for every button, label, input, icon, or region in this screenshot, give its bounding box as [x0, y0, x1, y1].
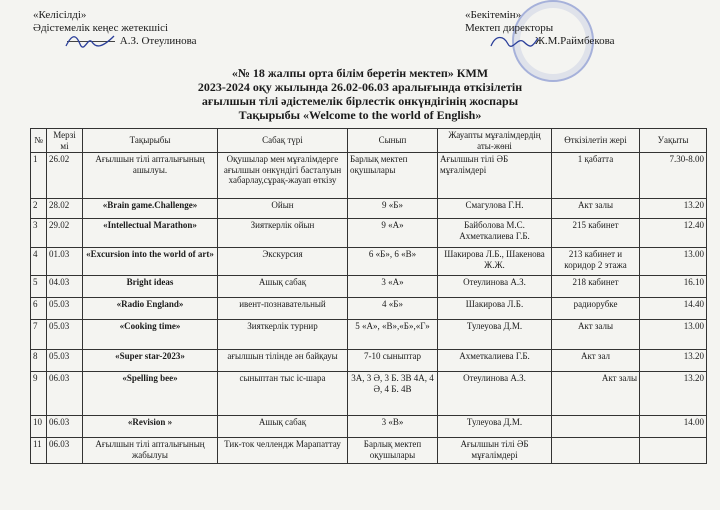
cell-date: 29.02	[47, 219, 83, 248]
cell-teacher: Ағылшын тілі ӘБ мұғалімдері	[438, 153, 552, 199]
cell-teacher: Тулеуова Д.М.	[438, 320, 552, 350]
table-header-row	[31, 129, 707, 153]
cell-place: радиорубке	[552, 298, 640, 320]
table-row	[31, 276, 707, 298]
approval-left-signer: А.З. Отеулинова	[119, 35, 197, 47]
header-place: Өткізілетін жері	[552, 129, 640, 153]
table-row	[31, 320, 707, 350]
header-type: Сабақ түрі	[218, 129, 348, 153]
cell-place	[552, 438, 640, 464]
header-class: Сынып	[348, 129, 438, 153]
table-row	[31, 219, 707, 248]
cell-time: 13.00	[640, 248, 707, 276]
approval-right-signer: Ж.М.Раймбекова	[535, 35, 615, 47]
cell-place: 218 кабинет	[552, 276, 640, 298]
cell-number: 3	[31, 219, 47, 248]
cell-place: Акт залы	[552, 320, 640, 350]
cell-type: ағылшын тілінде ән байқауы	[218, 350, 348, 372]
cell-place: Акт зал	[552, 350, 640, 372]
cell-type: Тик-ток челлендж Марапаттау	[218, 438, 348, 464]
header-topic: Тақырыбы	[83, 129, 218, 153]
cell-time: 16.10	[640, 276, 707, 298]
cell-topic: Bright ideas	[83, 276, 218, 298]
table-row	[31, 153, 707, 199]
approval-left-line2: Әдістемелік кеңес жетекшісі	[33, 22, 169, 34]
cell-type: Экскурсия	[218, 248, 348, 276]
cell-type: сыныптан тыс іс-шара	[218, 372, 348, 416]
cell-teacher: Отеулинова А.З.	[438, 276, 552, 298]
cell-class: 4 «Б»	[348, 298, 438, 320]
cell-type: Ашық сабақ	[218, 416, 348, 438]
cell-topic: «Cooking time»	[83, 320, 218, 350]
cell-time: 12.40	[640, 219, 707, 248]
cell-number: 4	[31, 248, 47, 276]
cell-date: 06.03	[47, 372, 83, 416]
table-row	[31, 372, 707, 416]
cell-teacher: Ағылшын тілі ӘБ мұғалімдері	[438, 438, 552, 464]
cell-time: 13.00	[640, 320, 707, 350]
plan-table	[30, 128, 707, 464]
cell-number: 7	[31, 320, 47, 350]
cell-topic: «Intellectual Marathon»	[83, 219, 218, 248]
cell-class: 3А, 3 Ә, 3 Б. 3В 4А, 4 Ә, 4 Б. 4В	[348, 372, 438, 416]
header-date: Мерзі мі	[47, 129, 83, 153]
cell-type: Зияткерлік ойын	[218, 219, 348, 248]
cell-class: 9 «Б»	[348, 199, 438, 219]
table-row	[31, 298, 707, 320]
cell-date: 06.03	[47, 438, 83, 464]
cell-place: Акт залы	[552, 199, 640, 219]
cell-time: 13.20	[640, 372, 707, 416]
cell-type: Зияткерлік турнир	[218, 320, 348, 350]
left-signature-icon	[62, 30, 118, 52]
cell-teacher: Отеулинова А.З.	[438, 372, 552, 416]
cell-number: 9	[31, 372, 47, 416]
cell-teacher: Шакирова Л.Б.	[438, 298, 552, 320]
cell-time: 7.30-8.00	[640, 153, 707, 199]
cell-date: 28.02	[47, 199, 83, 219]
cell-place: Акт залы	[552, 372, 640, 416]
cell-number: 10	[31, 416, 47, 438]
cell-topic: «Radio England»	[83, 298, 218, 320]
header-number: №	[31, 129, 47, 153]
cell-topic: Ағылшын тілі апталығының ашылуы.	[83, 153, 218, 199]
table-row	[31, 416, 707, 438]
table-row	[31, 199, 707, 219]
title-line-4: Тақырыбы «Welcome to the world of English»	[238, 108, 482, 122]
cell-type: Оқушылар мен мұғалімдерге ағылшын онкүндігі басталуын хабарлау,сұрақ-жауап өткізу	[218, 153, 348, 199]
cell-number: 11	[31, 438, 47, 464]
header-teacher: Жауапты мұғалімдердің аты-жөні	[438, 129, 552, 153]
cell-place: 213 кабинет и коридор 2 этажа	[552, 248, 640, 276]
header-time: Уақыты	[640, 129, 707, 153]
cell-class: Барлық мектеп оқушылары	[348, 438, 438, 464]
cell-date: 04.03	[47, 276, 83, 298]
cell-teacher: Тулеуова Д.М.	[438, 416, 552, 438]
cell-class: 7-10 сыныптар	[348, 350, 438, 372]
table-row	[31, 248, 707, 276]
cell-topic: «Super star-2023»	[83, 350, 218, 372]
approval-right-line2: Мектеп директоры	[465, 22, 554, 34]
cell-date: 05.03	[47, 298, 83, 320]
cell-time	[640, 438, 707, 464]
table-row	[31, 438, 707, 464]
cell-teacher: Смагулова Г.Н.	[438, 199, 552, 219]
cell-topic: «Spelling bee»	[83, 372, 218, 416]
title-line-3: ағылшын тілі әдістемелік бірлестік онкүндігінің жоспары	[201, 94, 519, 108]
cell-class: Барлық мектеп оқушылары	[348, 153, 438, 199]
cell-place: 1 қабатта	[552, 153, 640, 199]
approval-left-line1: «Келісілді»	[33, 9, 87, 21]
cell-number: 8	[31, 350, 47, 372]
cell-topic: «Brain game.Challenge»	[83, 199, 218, 219]
cell-type: Ашық сабақ	[218, 276, 348, 298]
cell-place: 215 кабинет	[552, 219, 640, 248]
approval-right-line1: «Бекітемін»	[465, 9, 522, 21]
cell-time: 13.20	[640, 350, 707, 372]
cell-date: 05.03	[47, 320, 83, 350]
cell-topic: Ағылшын тілі апталығының жабылуы	[83, 438, 218, 464]
cell-date: 05.03	[47, 350, 83, 372]
cell-number: 5	[31, 276, 47, 298]
cell-class: 9 «А»	[348, 219, 438, 248]
right-signature-icon	[488, 32, 540, 52]
cell-number: 1	[31, 153, 47, 199]
cell-class: 3 «А»	[348, 276, 438, 298]
cell-class: 3 «В»	[348, 416, 438, 438]
cell-type: Ойын	[218, 199, 348, 219]
document-title	[0, 66, 720, 122]
cell-place	[552, 416, 640, 438]
cell-teacher: Байболова М.С. Ахметкалиева Г.Б.	[438, 219, 552, 248]
table-row	[31, 350, 707, 372]
cell-number: 6	[31, 298, 47, 320]
cell-class: 5 «А», «В»,«Б»,«Г»	[348, 320, 438, 350]
title-line-1: «№ 18 жалпы орта білім беретін мектеп» КММ	[231, 66, 489, 80]
cell-teacher: Шакирова Л.Б., Шакенова Ж.Ж.	[438, 248, 552, 276]
cell-type: ивент-познавательный	[218, 298, 348, 320]
cell-time: 14.00	[640, 416, 707, 438]
cell-number: 2	[31, 199, 47, 219]
cell-time: 13.20	[640, 199, 707, 219]
title-line-2: 2023-2024 оқу жылында 26.02-06.03 аралығында өткізілетін	[197, 80, 523, 94]
cell-date: 06.03	[47, 416, 83, 438]
cell-time: 14.40	[640, 298, 707, 320]
cell-date: 01.03	[47, 248, 83, 276]
cell-topic: «Revision »	[83, 416, 218, 438]
cell-class: 6 «Б», 6 «В»	[348, 248, 438, 276]
cell-date: 26.02	[47, 153, 83, 199]
cell-teacher: Ахметкалиева Г.Б.	[438, 350, 552, 372]
cell-topic: «Excursion into the world of art»	[83, 248, 218, 276]
